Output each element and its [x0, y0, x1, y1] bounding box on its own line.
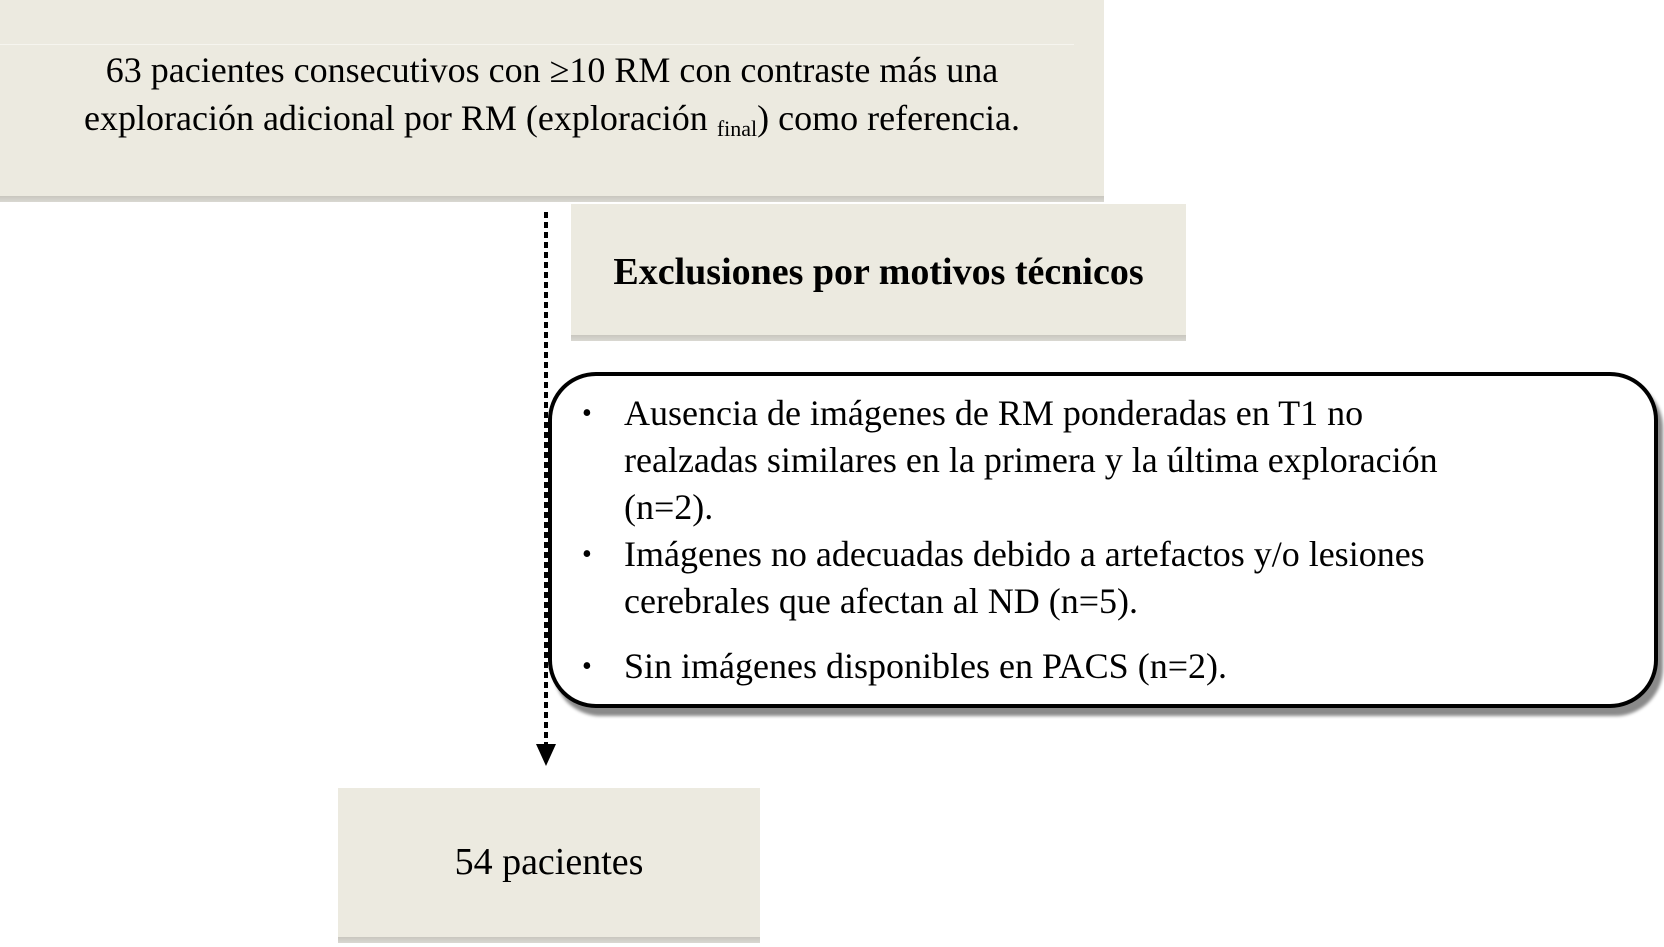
exclusion-list — [582, 390, 1634, 690]
exclusion-item-3-line-1: Sin imágenes disponibles en PACS (n=2). — [624, 646, 1227, 686]
initial-cohort-subscript: final — [716, 116, 758, 141]
exclusion-header-box — [571, 204, 1186, 341]
initial-cohort-line-2a: exploración adicional por RM (exploración — [84, 98, 717, 138]
initial-cohort-line-1: 63 pacientes consecutivos con ≥10 RM con contraste más una — [105, 50, 999, 90]
exclusion-item-1-line-1: Ausencia de imágenes de RM ponderadas en T1 no — [624, 393, 1364, 433]
exclusion-item-3 — [582, 643, 1634, 690]
final-cohort-box — [338, 788, 760, 943]
bullet-icon: • — [582, 398, 592, 429]
box-highlight-line — [0, 44, 1074, 45]
exclusion-list-box — [548, 372, 1658, 708]
exclusion-item-2-line-2: cerebrales que afectan al ND (n=5). — [624, 581, 1139, 621]
initial-cohort-text — [0, 46, 1104, 142]
exclusion-item-1-line-2: realzadas similares en la primera y la última exploración — [624, 440, 1438, 480]
bullet-icon: • — [582, 651, 592, 682]
bullet-icon: • — [582, 539, 592, 570]
flow-arrow-head — [536, 744, 556, 766]
initial-cohort-line-2b: ) como referencia. — [757, 98, 1020, 138]
initial-cohort-box — [0, 0, 1104, 202]
exclusion-item-2 — [582, 531, 1634, 625]
exclusion-item-2-line-1: Imágenes no adecuadas debido a artefactos y/o lesiones — [624, 534, 1425, 574]
exclusion-item-1-line-3: (n=2). — [624, 487, 714, 527]
exclusion-title: Exclusiones por motivos técnicos — [613, 251, 1144, 293]
exclusion-item-1 — [582, 390, 1634, 531]
final-cohort-text: 54 pacientes — [454, 841, 644, 883]
